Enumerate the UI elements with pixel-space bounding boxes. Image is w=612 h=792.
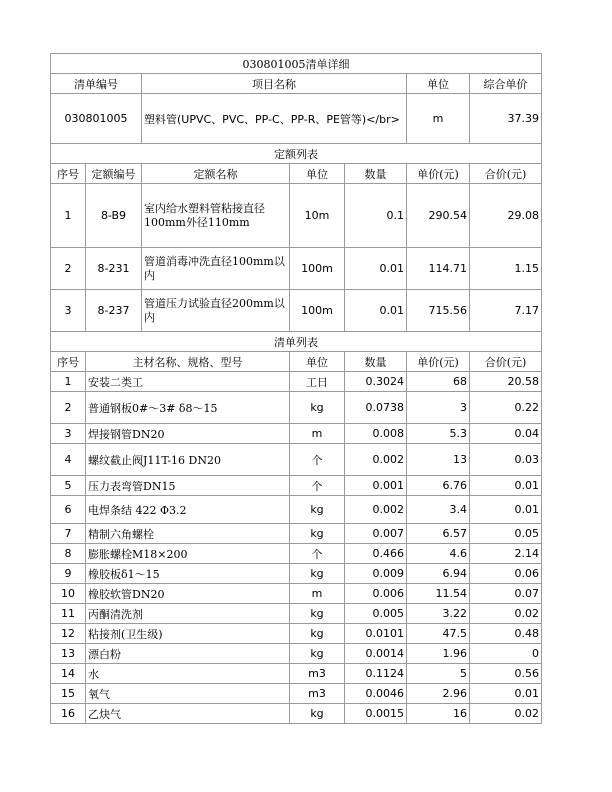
quota-section-title: 定额列表 (51, 144, 542, 164)
material-total: 0.56 (470, 664, 542, 684)
material-total: 0 (470, 644, 542, 664)
bill-name-header: 项目名称 (142, 74, 407, 94)
bill-row (51, 94, 542, 144)
material-seq: 8 (51, 544, 86, 564)
material-name: 普通钢板0#～3# δ8～15 (86, 392, 290, 424)
material-price: 6.94 (407, 564, 470, 584)
quota-name: 管道压力试验直径200mm以内 (142, 290, 290, 332)
table-row (51, 544, 542, 564)
quota-total: 29.08 (470, 184, 542, 248)
material-unit: m3 (290, 664, 345, 684)
table-row (51, 704, 542, 724)
material-qty: 0.005 (345, 604, 407, 624)
material-price: 3.4 (407, 496, 470, 524)
material-qty: 0.3024 (345, 372, 407, 392)
material-qty: 0.466 (345, 544, 407, 564)
material-price: 1.96 (407, 644, 470, 664)
material-qty: 0.0015 (345, 704, 407, 724)
material-name: 粘接剂(卫生级) (86, 624, 290, 644)
material-total: 0.02 (470, 704, 542, 724)
quota-total-header: 合价(元) (470, 164, 542, 184)
quota-code: 8-B9 (86, 184, 142, 248)
material-header-row (51, 352, 542, 372)
material-price: 13 (407, 444, 470, 476)
table-row (51, 424, 542, 444)
material-name-header: 主材名称、规格、型号 (86, 352, 290, 372)
material-unit: kg (290, 604, 345, 624)
material-qty: 0.002 (345, 496, 407, 524)
bill-code: 030801005 (51, 94, 142, 144)
material-seq: 10 (51, 584, 86, 604)
quota-seq-header: 序号 (51, 164, 86, 184)
material-name: 安装二类工 (86, 372, 290, 392)
quota-total: 1.15 (470, 248, 542, 290)
material-qty: 0.008 (345, 424, 407, 444)
material-qty-header: 数量 (345, 352, 407, 372)
material-name: 焊接钢管DN20 (86, 424, 290, 444)
material-unit-header: 单位 (290, 352, 345, 372)
quota-name: 管道消毒冲洗直径100mm以内 (142, 248, 290, 290)
quota-unit: 100m (290, 290, 345, 332)
material-price: 4.6 (407, 544, 470, 564)
material-total: 0.07 (470, 584, 542, 604)
table-row (51, 372, 542, 392)
material-qty: 0.0014 (345, 644, 407, 664)
quota-seq: 2 (51, 248, 86, 290)
material-total: 0.01 (470, 684, 542, 704)
material-name: 橡胶软管DN20 (86, 584, 290, 604)
material-name: 压力表弯管DN15 (86, 476, 290, 496)
material-price: 11.54 (407, 584, 470, 604)
quota-unit: 10m (290, 184, 345, 248)
quota-code: 8-231 (86, 248, 142, 290)
material-total: 0.01 (470, 476, 542, 496)
material-seq: 16 (51, 704, 86, 724)
material-price: 47.5 (407, 624, 470, 644)
material-unit: kg (290, 704, 345, 724)
material-unit: kg (290, 624, 345, 644)
material-qty: 0.009 (345, 564, 407, 584)
material-price: 3.22 (407, 604, 470, 624)
material-seq: 3 (51, 424, 86, 444)
material-name: 电焊条结 422 Φ3.2 (86, 496, 290, 524)
material-total-header: 合价(元) (470, 352, 542, 372)
quota-qty: 0.1 (345, 184, 407, 248)
quota-seq: 1 (51, 184, 86, 248)
material-name: 丙酮清洗剂 (86, 604, 290, 624)
table-row (51, 392, 542, 424)
material-qty: 0.0738 (345, 392, 407, 424)
table-row (51, 624, 542, 644)
material-total: 0.02 (470, 604, 542, 624)
material-price-header: 单价(元) (407, 352, 470, 372)
material-unit: m (290, 584, 345, 604)
material-name: 乙炔气 (86, 704, 290, 724)
quota-section-row (51, 144, 542, 164)
material-unit: 个 (290, 444, 345, 476)
material-name: 氧气 (86, 684, 290, 704)
material-total: 0.01 (470, 496, 542, 524)
material-unit: kg (290, 392, 345, 424)
material-price: 3 (407, 392, 470, 424)
material-seq: 11 (51, 604, 86, 624)
material-unit: m (290, 424, 345, 444)
material-unit: kg (290, 564, 345, 584)
material-name: 水 (86, 664, 290, 684)
material-unit: 工日 (290, 372, 345, 392)
table-row (51, 444, 542, 476)
quota-qty: 0.01 (345, 248, 407, 290)
table-row (51, 644, 542, 664)
bill-price: 37.39 (470, 94, 542, 144)
material-price: 6.57 (407, 524, 470, 544)
material-seq: 7 (51, 524, 86, 544)
material-name: 漂白粉 (86, 644, 290, 664)
material-total: 0.48 (470, 624, 542, 644)
quota-price: 114.71 (407, 248, 470, 290)
material-qty: 0.006 (345, 584, 407, 604)
quota-qty-header: 数量 (345, 164, 407, 184)
material-total: 0.06 (470, 564, 542, 584)
material-qty: 0.002 (345, 444, 407, 476)
quota-qty: 0.01 (345, 290, 407, 332)
material-name: 精制六角螺栓 (86, 524, 290, 544)
table-row (51, 684, 542, 704)
bill-price-header: 综合单价 (470, 74, 542, 94)
quota-unit: 100m (290, 248, 345, 290)
table-row (51, 496, 542, 524)
material-total: 0.22 (470, 392, 542, 424)
material-qty: 0.0101 (345, 624, 407, 644)
table-row (51, 664, 542, 684)
quota-code-header: 定额编号 (86, 164, 142, 184)
quota-name-header: 定额名称 (142, 164, 290, 184)
material-seq: 4 (51, 444, 86, 476)
material-total: 0.04 (470, 424, 542, 444)
bill-detail-table (50, 53, 542, 724)
quota-name: 室内给水塑料管粘接直径100mm外径110mm (142, 184, 290, 248)
material-price: 2.96 (407, 684, 470, 704)
bill-unit: m (407, 94, 470, 144)
quota-header-row (51, 164, 542, 184)
material-seq: 13 (51, 644, 86, 664)
material-unit: kg (290, 644, 345, 664)
material-price: 68 (407, 372, 470, 392)
bill-header-row (51, 74, 542, 94)
table-row (51, 248, 542, 290)
material-unit: 个 (290, 476, 345, 496)
material-qty: 0.007 (345, 524, 407, 544)
table-row (51, 476, 542, 496)
material-name: 螺纹截止阀J11T-16 DN20 (86, 444, 290, 476)
quota-code: 8-237 (86, 290, 142, 332)
material-seq: 2 (51, 392, 86, 424)
material-unit: kg (290, 496, 345, 524)
material-section-title: 清单列表 (51, 332, 542, 352)
material-seq: 9 (51, 564, 86, 584)
title-row (51, 54, 542, 74)
bill-unit-header: 单位 (407, 74, 470, 94)
material-price: 5 (407, 664, 470, 684)
quota-total: 7.17 (470, 290, 542, 332)
quota-price: 715.56 (407, 290, 470, 332)
material-seq-header: 序号 (51, 352, 86, 372)
material-qty: 0.001 (345, 476, 407, 496)
material-seq: 1 (51, 372, 86, 392)
table-row (51, 564, 542, 584)
quota-unit-header: 单位 (290, 164, 345, 184)
table-row (51, 584, 542, 604)
material-total: 2.14 (470, 544, 542, 564)
material-unit: 个 (290, 544, 345, 564)
quota-seq: 3 (51, 290, 86, 332)
bill-name: 塑料管(UPVC、PVC、PP-C、PP-R、PE管等)</br> (142, 94, 407, 144)
material-unit: kg (290, 524, 345, 544)
material-name: 膨胀螺栓M18×200 (86, 544, 290, 564)
material-seq: 15 (51, 684, 86, 704)
material-price: 6.76 (407, 476, 470, 496)
material-seq: 12 (51, 624, 86, 644)
material-name: 橡胶板δ1～15 (86, 564, 290, 584)
material-qty: 0.0046 (345, 684, 407, 704)
material-section-row (51, 332, 542, 352)
material-total: 0.05 (470, 524, 542, 544)
material-seq: 14 (51, 664, 86, 684)
table-row (51, 524, 542, 544)
material-qty: 0.1124 (345, 664, 407, 684)
material-unit: m3 (290, 684, 345, 704)
bill-code-header: 清单编号 (51, 74, 142, 94)
material-seq: 5 (51, 476, 86, 496)
quota-price-header: 单价(元) (407, 164, 470, 184)
table-row (51, 604, 542, 624)
table-row (51, 290, 542, 332)
material-price: 16 (407, 704, 470, 724)
material-price: 5.3 (407, 424, 470, 444)
material-seq: 6 (51, 496, 86, 524)
material-total: 0.03 (470, 444, 542, 476)
quota-price: 290.54 (407, 184, 470, 248)
table-title: 030801005清单详细 (51, 54, 542, 74)
material-total: 20.58 (470, 372, 542, 392)
table-row (51, 184, 542, 248)
